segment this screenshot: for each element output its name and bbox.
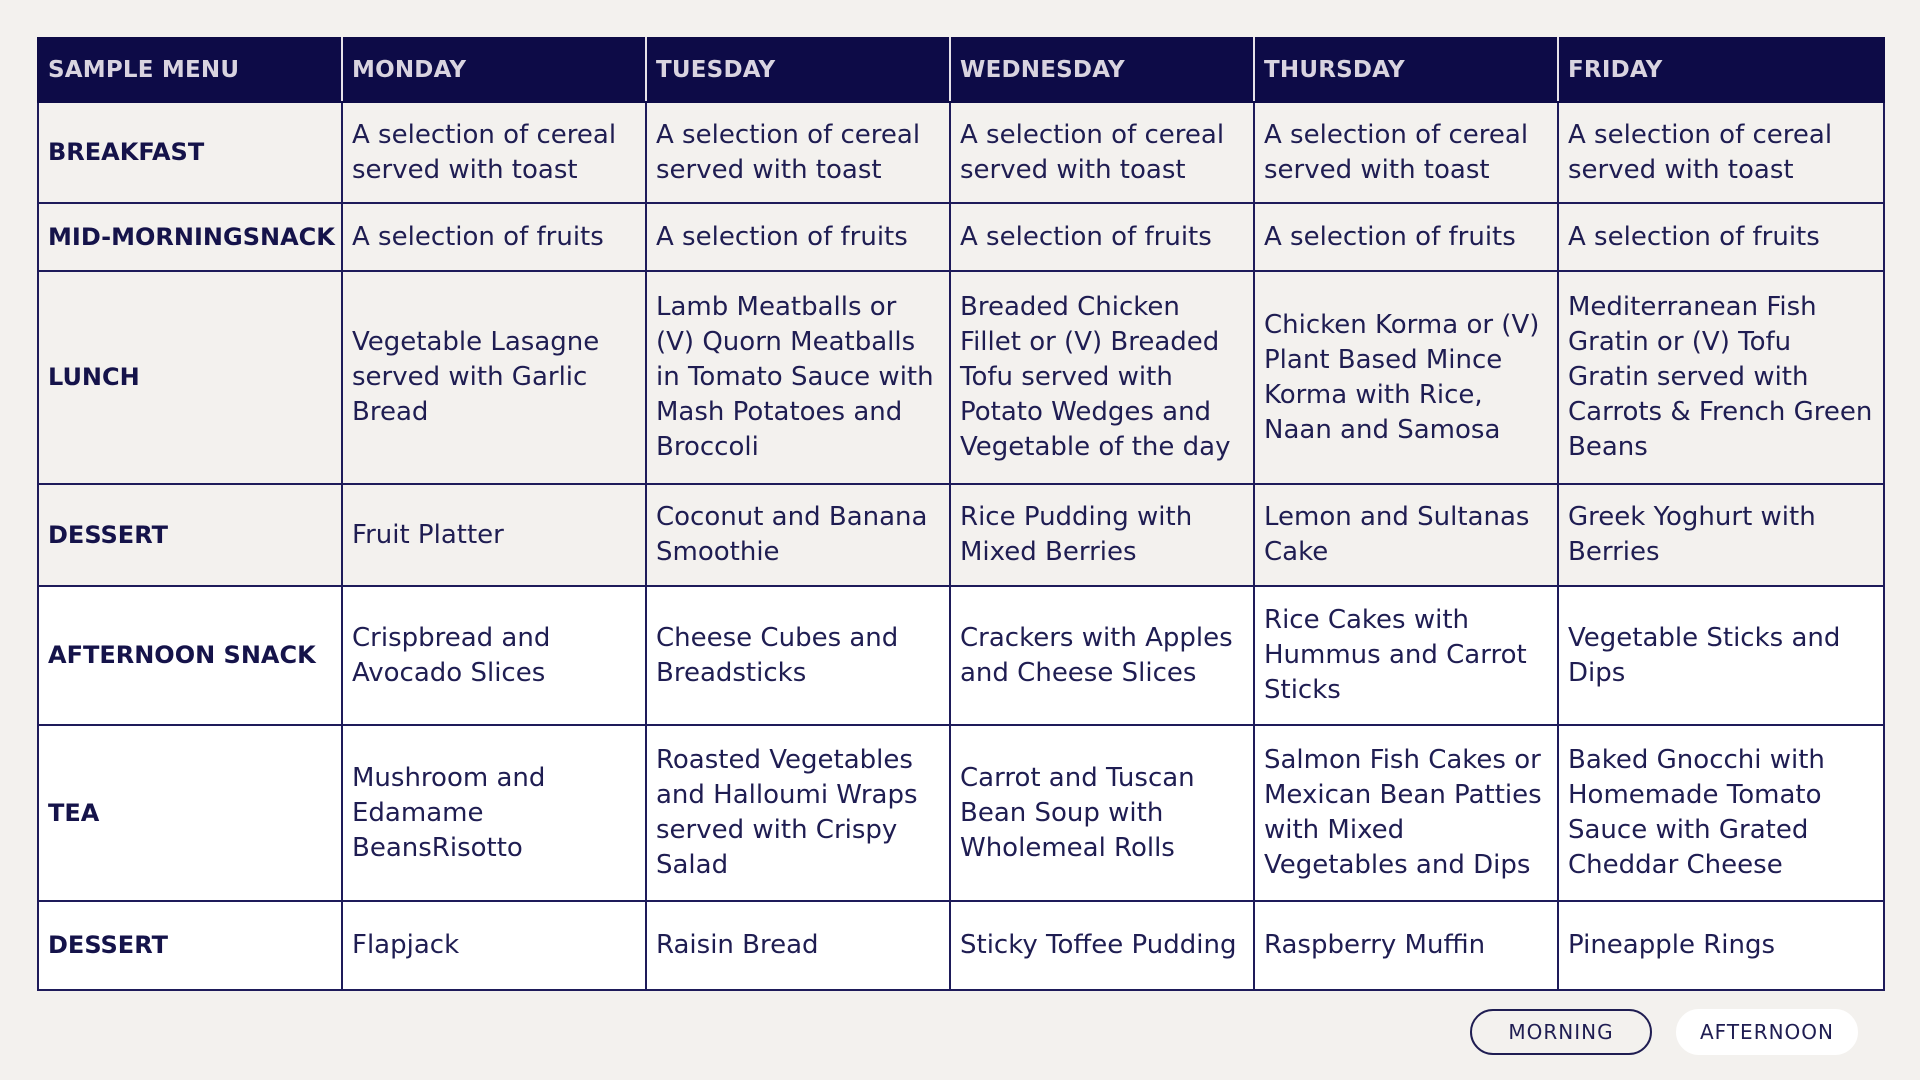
- header-cell-wednesday: WEDNESDAY: [950, 38, 1254, 102]
- menu-cell: Raisin Bread: [646, 901, 950, 990]
- row-label: DESSERT: [38, 484, 342, 586]
- menu-cell: Lemon and Sultanas Cake: [1254, 484, 1558, 586]
- menu-cell: Rice Pudding with Mixed Berries: [950, 484, 1254, 586]
- row-label: BREAKFAST: [38, 102, 342, 203]
- menu-cell: A selection of cereal served with toast: [646, 102, 950, 203]
- menu-cell: A selection of fruits: [1558, 203, 1884, 271]
- header-row: [38, 38, 1884, 102]
- menu-cell: A selection of fruits: [342, 203, 646, 271]
- row-label: TEA: [38, 725, 342, 901]
- table-row-lunch: [38, 271, 1884, 484]
- menu-cell: Fruit Platter: [342, 484, 646, 586]
- menu-cell: Rice Cakes with Hummus and Carrot Sticks: [1254, 586, 1558, 725]
- menu-cell: Salmon Fish Cakes or Mexican Bean Patties with Mixed Vegetables and Dips: [1254, 725, 1558, 901]
- row-label: MID-MORNINGSNACK: [38, 203, 342, 271]
- menu-cell: Baked Gnocchi with Homemade Tomato Sauce with Grated Cheddar Cheese: [1558, 725, 1884, 901]
- table-row-afternoon-snack: [38, 586, 1884, 725]
- header-cell-friday: FRIDAY: [1558, 38, 1884, 102]
- table-row-dessert-morning: [38, 484, 1884, 586]
- morning-tab-button[interactable]: MORNING: [1470, 1009, 1652, 1055]
- menu-cell: Vegetable Sticks and Dips: [1558, 586, 1884, 725]
- menu-cell: Greek Yoghurt with Berries: [1558, 484, 1884, 586]
- menu-cell: Carrot and Tuscan Bean Soup with Wholemeal Rolls: [950, 725, 1254, 901]
- menu-cell: A selection of fruits: [1254, 203, 1558, 271]
- menu-cell: A selection of fruits: [950, 203, 1254, 271]
- menu-cell: Breaded Chicken Fillet or (V) Breaded Tofu served with Potato Wedges and Vegetable of the day: [950, 271, 1254, 484]
- menu-table: [37, 37, 1885, 991]
- row-label: LUNCH: [38, 271, 342, 484]
- table-row-mid-morning-snack: [38, 203, 1884, 271]
- menu-cell: Crispbread and Avocado Slices: [342, 586, 646, 725]
- menu-cell: Mushroom and Edamame BeansRisotto: [342, 725, 646, 901]
- menu-cell: A selection of cereal served with toast: [1558, 102, 1884, 203]
- menu-cell: Flapjack: [342, 901, 646, 990]
- menu-cell: A selection of cereal served with toast: [950, 102, 1254, 203]
- menu-cell: Lamb Meatballs or (V) Quorn Meatballs in Tomato Sauce with Mash Potatoes and Broccoli: [646, 271, 950, 484]
- table-row-dessert-afternoon: [38, 901, 1884, 990]
- row-label: DESSERT: [38, 901, 342, 990]
- menu-cell: Vegetable Lasagne served with Garlic Bread: [342, 271, 646, 484]
- header-cell-sample-menu: SAMPLE MENU: [38, 38, 342, 102]
- menu-cell: Sticky Toffee Pudding: [950, 901, 1254, 990]
- menu-cell: Pineapple Rings: [1558, 901, 1884, 990]
- menu-cell: A selection of cereal served with toast: [342, 102, 646, 203]
- menu-cell: Raspberry Muffin: [1254, 901, 1558, 990]
- menu-cell: Roasted Vegetables and Halloumi Wraps served with Crispy Salad: [646, 725, 950, 901]
- menu-cell: A selection of fruits: [646, 203, 950, 271]
- menu-cell: Crackers with Apples and Cheese Slices: [950, 586, 1254, 725]
- menu-cell: A selection of cereal served with toast: [1254, 102, 1558, 203]
- row-label: AFTERNOON SNACK: [38, 586, 342, 725]
- menu-cell: Mediterranean Fish Gratin or (V) Tofu Gratin served with Carrots & French Green Beans: [1558, 271, 1884, 484]
- header-cell-thursday: THURSDAY: [1254, 38, 1558, 102]
- afternoon-tab-button[interactable]: AFTERNOON: [1676, 1009, 1858, 1055]
- table-row-tea: [38, 725, 1884, 901]
- header-cell-monday: MONDAY: [342, 38, 646, 102]
- table-row-breakfast: [38, 102, 1884, 203]
- header-cell-tuesday: TUESDAY: [646, 38, 950, 102]
- menu-cell: Chicken Korma or (V) Plant Based Mince Korma with Rice, Naan and Samosa: [1254, 271, 1558, 484]
- menu-cell: Coconut and Banana Smoothie: [646, 484, 950, 586]
- menu-cell: Cheese Cubes and Breadsticks: [646, 586, 950, 725]
